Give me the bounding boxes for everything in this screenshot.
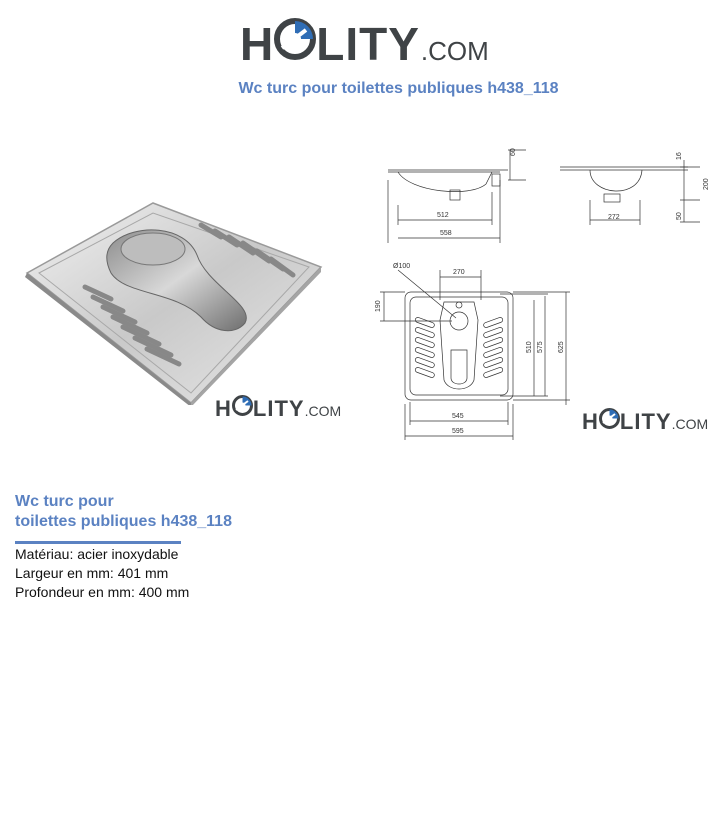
logo-text-lity: LITY <box>252 396 305 421</box>
spec-material: Matériau: acier inoxydable <box>15 546 179 562</box>
product-photo <box>25 195 325 405</box>
logo-o-icon <box>274 18 316 60</box>
page-title: Wc turc pour toilettes publiques h438_118 <box>238 80 559 97</box>
top-view <box>380 270 570 440</box>
logo-o-icon <box>232 395 253 416</box>
logo-domain: .COM <box>304 403 342 419</box>
product-heading-line1: Wc turc pour <box>15 493 114 510</box>
spec-width: Largeur en mm: 401 mm <box>15 565 169 581</box>
dim-50: 50 <box>676 212 683 220</box>
dim-190: 190 <box>375 300 382 312</box>
dim-200: 200 <box>703 178 710 190</box>
dim-272: 272 <box>608 214 620 221</box>
logo-text-lity: LITY <box>316 18 420 70</box>
dim-625: 625 <box>558 341 565 353</box>
spec-depth: Profondeur en mm: 400 mm <box>15 584 190 600</box>
dim-60: 60 <box>510 148 517 156</box>
dim-545: 545 <box>452 413 464 420</box>
dim-558: 558 <box>440 230 452 237</box>
logo-text-h: H <box>240 18 275 70</box>
dim-512: 512 <box>437 212 449 219</box>
product-heading <box>15 492 232 532</box>
dim-270: 270 <box>453 269 465 276</box>
technical-drawing <box>370 140 715 445</box>
product-heading-line2: toilettes publiques h438_118 <box>15 513 232 530</box>
dim-diameter: Ø100 <box>393 263 411 270</box>
front-view <box>388 150 526 243</box>
dim-510: 510 <box>526 341 533 353</box>
logo-domain: .COM <box>671 416 709 432</box>
heading-divider <box>15 541 181 544</box>
holity-logo[interactable] <box>240 18 489 70</box>
dim-16: 16 <box>676 152 683 160</box>
photo-watermark-logo <box>215 395 341 420</box>
product-specs <box>15 545 189 602</box>
dim-595: 595 <box>452 428 464 435</box>
dim-575: 575 <box>537 341 544 353</box>
logo-o-icon <box>599 408 620 429</box>
logo-text-h: H <box>582 409 599 434</box>
logo-text-h: H <box>215 396 232 421</box>
logo-text-lity: LITY <box>619 409 672 434</box>
logo-domain: .COM <box>420 36 489 66</box>
drawing-watermark-logo <box>582 408 708 433</box>
